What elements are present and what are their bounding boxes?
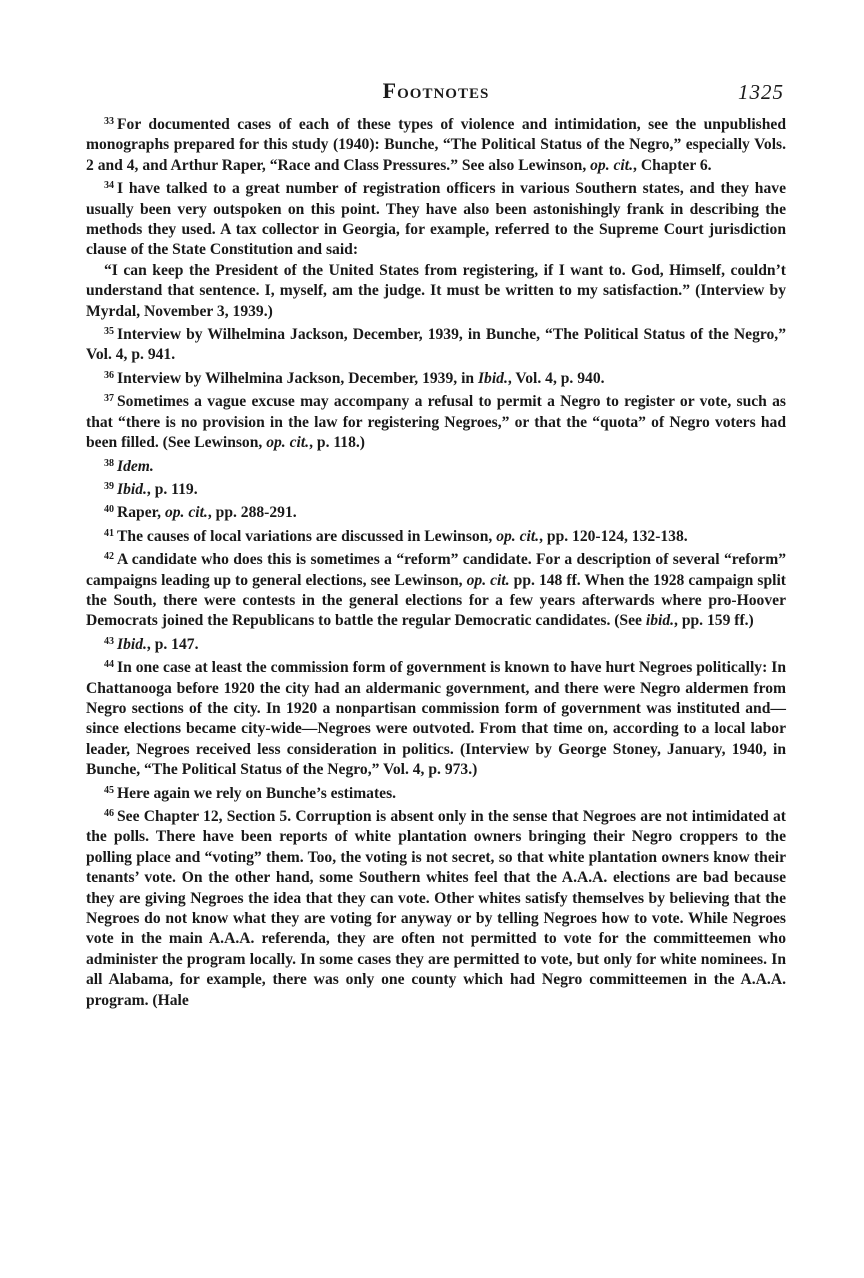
footnote-text: I have talked to a great number of registration officers in various Southern states, and they have usually been very outspoken on this point. They have also been astonishingly frank in describing the methods they used. A tax collector in Georgia, for example, referred to the Supreme Court jurisdiction clause of the State Constitution and said: <box>86 180 786 259</box>
footnote-number: 42 <box>104 551 114 563</box>
footnote-text: , Vol. 4, p. 940. <box>507 369 605 387</box>
footnote-citation: Ibid. <box>117 480 147 498</box>
footnote-text: Interview by Wilhelmina Jackson, December, 1939, in <box>117 369 478 387</box>
footnotes-list <box>86 112 786 1011</box>
footnote <box>86 322 786 366</box>
footnote-number: 35 <box>104 326 114 338</box>
footnote-citation: op. cit. <box>164 504 208 522</box>
footnote-text: , p. 119. <box>146 480 198 498</box>
footnote-citation: ibid. <box>645 612 675 630</box>
page-header <box>86 78 786 112</box>
footnote-number: 39 <box>104 480 114 492</box>
footnote-text: , Chapter 6. <box>633 156 712 174</box>
footnote <box>86 389 786 453</box>
footnote-number: 36 <box>104 369 114 381</box>
footnote <box>86 524 786 547</box>
footnote <box>86 477 786 500</box>
footnote <box>86 112 786 176</box>
footnote-number: 38 <box>104 457 114 469</box>
footnote-quote <box>86 261 786 322</box>
footnote-number: 43 <box>104 635 114 647</box>
footnote-number: 41 <box>104 527 114 539</box>
footnote <box>86 632 786 655</box>
footnote-text: pp. 148 ff. When the 1928 campaign split the South, there were contests in the general elections for a few years afterwards where pro-Hoover Democrats joined the Republicans to battle the regular Democratic candidates. (See <box>86 571 786 630</box>
footnote-text: A candidate who does this is sometimes a “reform” candidate. For a description of several “reform” campaigns leading up to general elections, see Lewinson, <box>86 551 786 589</box>
footnote-text: The causes of local variations are discussed in Lewinson, <box>117 527 497 545</box>
footnote-number: 44 <box>104 659 114 671</box>
footnote-text: , pp. 120-124, 132-138. <box>539 527 688 545</box>
footnote-number: 34 <box>104 180 114 192</box>
page-number: 1325 <box>738 80 784 104</box>
footnote-citation: op. cit. <box>496 527 540 545</box>
footnote-text: Interview by Wilhelmina Jackson, December, 1939, in Bunche, “The Political Status of the Negro,” Vol. 4, p. 941. <box>86 326 786 364</box>
footnote-text: , pp. 159 ff.) <box>674 612 754 630</box>
footnote <box>86 500 786 523</box>
footnote <box>86 547 786 632</box>
footnote-text: , p. 118.) <box>309 434 365 452</box>
footnote-text: For documented cases of each of these types of violence and intimidation, see the unpublished monographs prepared for this study (1940): Bunche, “The Political Status of the Negro,” especially Vols. 2 and 4, and Arthur Raper, “Race and Class Pressures.” See also Lewinson, <box>86 116 786 174</box>
footnote <box>86 655 786 780</box>
footnote-text: See Chapter 12, Section 5. Corruption is absent only in the sense that Negroes are not intimidated at the polls. There have been reports of white plantation owners bringing their Negro croppers to the polling place and “voting” them. Too, the voting is not secret, so that white plantation owners know their tenants’ vote. On the other hand, some Southern whites feel that the A.A.A. elections are bad because they are giving Negroes the idea that they can vote. Other whites satisfy themselves by believing that the Negroes do not know what they are voting for anyway or by telling Negroes how to vote. While Negroes vote in the main A.A.A. referenda, they are often not permitted to vote for the committeemen who administer the program locally. In some cases they are permitted to vote, but only for white nominees. In all Alabama, for example, there was only one county which had Negro committeemen in the A.A.A. program. (Hale <box>86 808 786 1009</box>
running-title: Footnotes <box>382 78 490 103</box>
footnote-number: 45 <box>104 784 114 796</box>
footnote-text: “I can keep the President of the United States from registering, if I want to. God, Himself, couldn’t understand that sentence. I, myself, am the judge. It must be written to my satisfaction.” (Interview by Myrdal, November 3, 1939.) <box>86 261 786 320</box>
footnote-citation: Ibid. <box>477 369 508 387</box>
footnote-text: Sometimes a vague excuse may accompany a refusal to permit a Negro to register or vote, such as that “there is no provision in the law for registering Negroes,” or that the “quota” of Negro voters had been filled. (See Lewinson, <box>86 393 786 452</box>
footnote-number: 40 <box>104 504 114 516</box>
footnote <box>86 176 786 261</box>
footnote-citation: op. cit. <box>266 434 310 452</box>
footnote-text: In one case at least the commission form of government is known to have hurt Negroes politically: In Chattanooga before 1920 the city had an aldermanic government, and there were Negro aldermen from Negro sections of the city. In 1920 a nonpartisan commission form of government was instituted and—since elections became city-wide—Negroes were outvoted. From that time on, according to a local labor leader, Negroes received less consideration in politics. (Interview by George Stoney, January, 1940, in Bunche, “The Political Status of the Negro,” Vol. 4, p. 973.) <box>86 659 786 779</box>
footnote-citation: Ibid. <box>117 635 147 653</box>
footnote-text: Raper, <box>117 504 165 522</box>
footnote <box>86 781 786 804</box>
footnote-text: , pp. 288-291. <box>207 504 297 522</box>
footnote-number: 33 <box>104 116 114 127</box>
footnote-citation: op. cit. <box>466 571 510 589</box>
footnote <box>86 454 786 477</box>
footnote-number: 46 <box>104 808 114 819</box>
document-page <box>86 78 786 1011</box>
footnote-number: 37 <box>104 393 114 405</box>
footnote <box>86 366 786 389</box>
footnote-citation: op. cit. <box>590 156 634 174</box>
footnote-text: , p. 147. <box>146 635 199 653</box>
footnote-citation: Idem. <box>117 457 154 475</box>
footnote <box>86 804 786 1011</box>
footnote-text: Here again we rely on Bunche’s estimates. <box>117 784 397 802</box>
